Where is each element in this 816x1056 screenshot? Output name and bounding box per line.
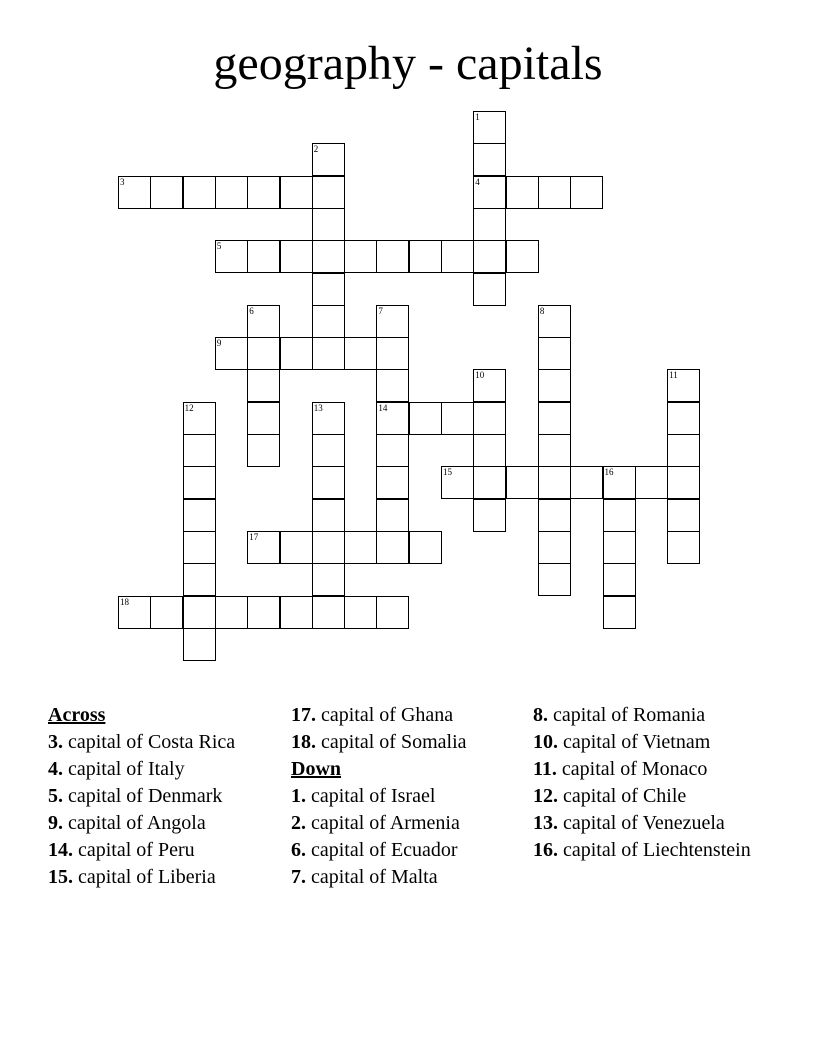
- grid-cell[interactable]: [473, 499, 506, 532]
- clue-text: capital of Chile: [563, 785, 687, 807]
- cell-number: 10: [475, 370, 485, 381]
- clue-text: capital of Vietnam: [563, 731, 711, 753]
- grid-cell[interactable]: [570, 176, 603, 209]
- grid-cell[interactable]: [280, 337, 313, 370]
- cell-number: 15: [443, 467, 452, 478]
- clue-item: [291, 703, 516, 727]
- grid-cell[interactable]: [667, 466, 700, 499]
- clue-item: [533, 703, 763, 727]
- grid-cell[interactable]: [473, 466, 506, 499]
- grid-cell[interactable]: [506, 176, 539, 209]
- grid-cell[interactable]: [312, 337, 345, 370]
- puzzle-title: geography - capitals: [213, 37, 603, 90]
- clue-number: 8.: [533, 704, 548, 726]
- grid-cell[interactable]: [312, 176, 345, 209]
- grid-cell[interactable]: [473, 208, 506, 241]
- grid-cell[interactable]: [247, 369, 280, 402]
- grid-cell[interactable]: [183, 402, 216, 435]
- grid-cell[interactable]: [312, 208, 345, 241]
- grid-cell[interactable]: [376, 499, 409, 532]
- grid-cell[interactable]: [506, 240, 539, 273]
- grid-cell[interactable]: [247, 176, 280, 209]
- grid-cell[interactable]: [473, 143, 506, 176]
- grid-cell[interactable]: [603, 531, 636, 564]
- clue-text: capital of Ghana: [321, 704, 454, 726]
- grid-cell[interactable]: [538, 563, 571, 596]
- clue-number: 14.: [48, 839, 73, 861]
- cell-number: 7: [378, 305, 383, 316]
- clue-text: capital of Liechtenstein: [563, 839, 751, 861]
- clue-item: [291, 811, 516, 835]
- cell-number: 12: [184, 402, 194, 413]
- grid-cell[interactable]: [183, 596, 216, 629]
- cell-number: 14: [378, 402, 388, 413]
- clue-item: [291, 838, 516, 862]
- grid-cell[interactable]: [376, 531, 409, 564]
- grid-cell[interactable]: [344, 531, 377, 564]
- cell-number: 2: [313, 144, 319, 155]
- grid-cell[interactable]: [280, 176, 313, 209]
- cell-number: 9: [216, 338, 222, 349]
- grid-cell[interactable]: [473, 402, 506, 435]
- grid-cell[interactable]: [215, 240, 248, 273]
- grid-cell[interactable]: [409, 402, 442, 435]
- grid-cell[interactable]: [376, 466, 409, 499]
- grid-cell[interactable]: [344, 596, 377, 629]
- clue-text: capital of Armenia: [311, 812, 460, 834]
- grid-cell[interactable]: [312, 499, 345, 532]
- clue-item: [48, 757, 270, 781]
- grid-cell[interactable]: [376, 240, 409, 273]
- clue-text: capital of Costa Rica: [68, 731, 236, 753]
- cell-number: 11: [669, 370, 678, 381]
- clue-text: capital of Venezuela: [563, 812, 725, 834]
- grid-cell[interactable]: [376, 305, 409, 338]
- grid-cell[interactable]: [183, 434, 216, 467]
- clue-text: capital of Israel: [311, 785, 436, 807]
- cell-number: 3: [120, 176, 125, 187]
- clue-item: [291, 865, 516, 889]
- grid-cell[interactable]: [667, 499, 700, 532]
- cell-number: 1: [475, 112, 480, 122]
- clue-item: [533, 757, 763, 781]
- grid-cell[interactable]: [538, 337, 571, 370]
- grid-cell[interactable]: [183, 628, 216, 661]
- grid-cell[interactable]: [118, 176, 151, 209]
- grid-cell[interactable]: [538, 434, 571, 467]
- grid-cell[interactable]: [473, 369, 506, 402]
- grid-cell[interactable]: [183, 176, 216, 209]
- clue-number: 12.: [533, 785, 558, 807]
- grid-cell[interactable]: [376, 402, 409, 435]
- clue-text: capital of Peru: [78, 839, 195, 861]
- grid-cell[interactable]: [247, 531, 280, 564]
- clue-text: capital of Angola: [68, 812, 206, 834]
- cell-number: 6: [249, 305, 254, 316]
- clue-list-col3: [533, 703, 763, 862]
- grid-cell[interactable]: [409, 531, 442, 564]
- grid-cell[interactable]: [506, 466, 539, 499]
- grid-cell[interactable]: [183, 563, 216, 596]
- clue-item: [48, 811, 270, 835]
- cell-number: 13: [313, 402, 323, 413]
- grid-cell[interactable]: [247, 337, 280, 370]
- cell-number: 5: [216, 241, 222, 252]
- clue-item: [48, 730, 270, 754]
- clue-number: 13.: [533, 812, 558, 834]
- cell-number: 16: [604, 467, 614, 478]
- grid-cell[interactable]: [312, 305, 345, 338]
- clue-list-col1: [48, 730, 270, 889]
- grid-cell[interactable]: [247, 434, 280, 467]
- grid-cell[interactable]: [312, 466, 345, 499]
- clue-item: [48, 838, 270, 862]
- grid-cell[interactable]: [538, 369, 571, 402]
- clue-item: [533, 838, 763, 862]
- cell-number: 18: [120, 596, 129, 607]
- clue-item: [48, 865, 270, 889]
- grid-cell[interactable]: [215, 596, 248, 629]
- grid-cell[interactable]: [215, 337, 248, 370]
- clue-number: 5.: [48, 785, 63, 807]
- grid-cell[interactable]: [603, 596, 636, 629]
- across-heading: Across: [48, 704, 106, 726]
- cell-number: 17: [249, 531, 259, 542]
- clue-text: capital of Italy: [68, 758, 185, 780]
- grid-cell[interactable]: [280, 240, 313, 273]
- clue-number: 17.: [291, 704, 316, 726]
- grid-cell[interactable]: [635, 466, 668, 499]
- grid-cell[interactable]: [183, 531, 216, 564]
- clue-item: [533, 811, 763, 835]
- grid-cell[interactable]: [409, 240, 442, 273]
- grid-cell[interactable]: [376, 369, 409, 402]
- clue-number: 1.: [291, 785, 306, 807]
- grid-cell[interactable]: [247, 305, 280, 338]
- clue-item: [533, 730, 763, 754]
- clue-item: [533, 784, 763, 808]
- grid-cell[interactable]: [344, 337, 377, 370]
- grid-cell[interactable]: [150, 596, 183, 629]
- grid-cell[interactable]: [312, 402, 345, 435]
- clue-number: 2.: [291, 812, 306, 834]
- clues-column-1: [48, 703, 270, 892]
- clue-item: [291, 730, 516, 754]
- grid-cell[interactable]: [183, 499, 216, 532]
- grid-cell[interactable]: [376, 337, 409, 370]
- grid-cell[interactable]: [280, 596, 313, 629]
- grid-cell[interactable]: [312, 434, 345, 467]
- clue-number: 9.: [48, 812, 63, 834]
- grid-cell[interactable]: [247, 240, 280, 273]
- grid-cell[interactable]: [312, 240, 345, 273]
- grid-cell[interactable]: [441, 466, 474, 499]
- grid-cell[interactable]: [312, 143, 345, 176]
- grid-cell[interactable]: [538, 466, 571, 499]
- grid-cell[interactable]: [150, 176, 183, 209]
- clues-column-2: [291, 703, 516, 892]
- cell-number: 8: [539, 305, 545, 316]
- clue-number: 10.: [533, 731, 558, 753]
- grid-cell[interactable]: [376, 596, 409, 629]
- grid-cell[interactable]: [441, 240, 474, 273]
- grid-cell[interactable]: [667, 402, 700, 435]
- clue-list-col2-down: [291, 784, 516, 889]
- clue-text: capital of Somalia: [321, 731, 467, 753]
- clue-item: [48, 784, 270, 808]
- grid-cell[interactable]: [603, 563, 636, 596]
- grid-cell[interactable]: [118, 596, 151, 629]
- clue-number: 3.: [48, 731, 63, 753]
- clue-text: capital of Monaco: [561, 758, 708, 780]
- grid-cell[interactable]: [603, 466, 636, 499]
- grid-cell[interactable]: [473, 176, 506, 209]
- grid-cell[interactable]: [538, 402, 571, 435]
- grid-cell[interactable]: [247, 402, 280, 435]
- grid-cell[interactable]: [538, 305, 571, 338]
- grid-cell[interactable]: [667, 434, 700, 467]
- clue-text: capital of Malta: [311, 866, 438, 888]
- clue-number: 16.: [533, 839, 558, 861]
- grid-cell[interactable]: [441, 402, 474, 435]
- grid-cell[interactable]: [215, 176, 248, 209]
- clue-text: capital of Denmark: [68, 785, 223, 807]
- grid-cell[interactable]: [312, 596, 345, 629]
- grid-cell[interactable]: [538, 176, 571, 209]
- clue-number: 7.: [291, 866, 306, 888]
- grid-cell[interactable]: [667, 531, 700, 564]
- cell-number: 4: [475, 176, 480, 187]
- grid-cell[interactable]: [603, 499, 636, 532]
- clues-column-3: [533, 703, 763, 865]
- grid-cell[interactable]: [570, 466, 603, 499]
- clue-text: capital of Ecuador: [311, 839, 458, 861]
- clue-text: capital of Liberia: [78, 866, 216, 888]
- clue-number: 11.: [533, 758, 557, 780]
- clue-number: 6.: [291, 839, 306, 861]
- grid-cell[interactable]: [183, 466, 216, 499]
- clue-number: 15.: [48, 866, 73, 888]
- grid-cell[interactable]: [312, 531, 345, 564]
- clue-text: capital of Romania: [553, 704, 706, 726]
- grid-cell[interactable]: [344, 240, 377, 273]
- grid-cell[interactable]: [538, 531, 571, 564]
- grid-cell[interactable]: [247, 596, 280, 629]
- down-heading: Down: [291, 758, 342, 780]
- grid-cell[interactable]: [667, 369, 700, 402]
- grid-cell[interactable]: [376, 434, 409, 467]
- clue-number: 4.: [48, 758, 63, 780]
- clue-item: [291, 784, 516, 808]
- grid-cell[interactable]: [473, 434, 506, 467]
- clue-list-col2-across: [291, 703, 516, 754]
- grid-cell[interactable]: [312, 273, 345, 306]
- grid-cell[interactable]: [473, 273, 506, 306]
- grid-cell[interactable]: [473, 240, 506, 273]
- grid-cell[interactable]: [538, 499, 571, 532]
- grid-cell[interactable]: [473, 111, 506, 144]
- grid-cell[interactable]: [280, 531, 313, 564]
- grid-cell[interactable]: [312, 563, 345, 596]
- clue-number: 18.: [291, 731, 316, 753]
